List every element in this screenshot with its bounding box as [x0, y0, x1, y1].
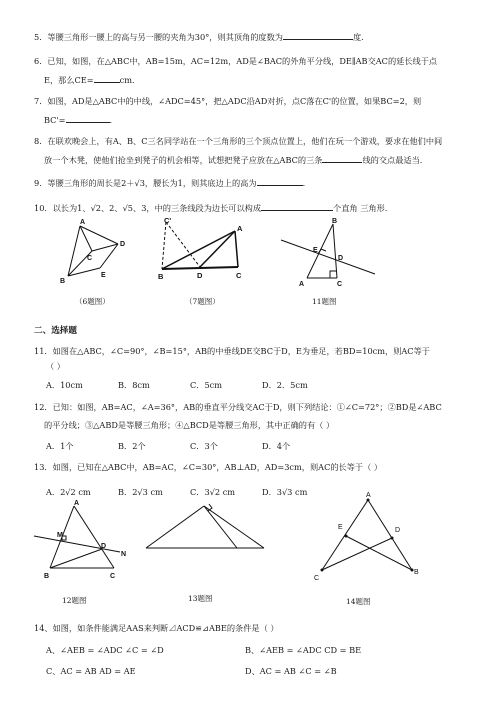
point-label-b: B [158, 272, 164, 281]
segment-ab [162, 231, 235, 269]
option-a: A．1个 [46, 441, 74, 451]
point-label-e: E [338, 524, 343, 531]
question-5: 5．等腰三角形一腰上的高与另一腰的夹角为30°，则其顶角的度数为 度. [34, 32, 364, 42]
question-8-line1: 8．在联欢晚会上，有A、B、C三名同学站在一个三角形的三个顶点位置上，他们在玩一个游戏，要求在他们中间 [34, 136, 443, 146]
figure-13 [142, 498, 272, 560]
figure-14-caption: 14题图 [346, 597, 371, 606]
figure-7-caption: （7题图） [185, 297, 220, 306]
question-14-line1: 14、如图，如条件能满足AAS来判断⊿ACD≌⊿ABE的条件是（ ） [34, 623, 279, 633]
segment-ac [235, 231, 238, 267]
option-b: B、∠AEB = ∠ADC CD = BE [245, 645, 362, 655]
bisector-line [281, 240, 375, 274]
option-d: D．4个 [262, 441, 291, 451]
question-11-paren: （ ） [46, 361, 65, 371]
question-12-line2: 的平分线；③△ABD是等腰三角形；④△BCD是等腰三角形，其中正确的有（ ） [44, 420, 335, 430]
answer-blank [283, 31, 353, 40]
point-e [345, 535, 348, 538]
option-c: C、AC = AB AD = AE [46, 666, 136, 676]
question-11-line1: 11．如图在△ABC，∠C=90°，∠B=15°，AB的中垂线DE交BC于D，E为垂足，若BD=10cm，则AC等于 [34, 346, 430, 356]
point-label-c: C [314, 575, 320, 582]
option-d: D、AC = AB ∠C = ∠B [245, 666, 337, 676]
point-label-cprime: C' [164, 217, 172, 225]
question-8-line2: 放一个木凳，使他们抢坐到凳子的机会相等，试想把凳子应放在△ABC的三条 线的交点最适当. [44, 155, 423, 165]
segment-bc [162, 267, 238, 269]
section-heading: 二、选择题 [34, 326, 77, 336]
segment-bd [50, 549, 102, 568]
answer-blank [257, 177, 303, 186]
figure-6-caption: （6题图） [75, 297, 110, 306]
question-13-line1: 13．如图，已知在△ABC中，AB=AC，∠C=30°，AB⊥AD，AD=3cm，则AC的长等于（ ） [34, 462, 383, 472]
point-label-c: C [236, 271, 242, 280]
figure-13-caption: 13题图 [188, 594, 213, 603]
option-a: A．10cm [46, 380, 83, 390]
point-label-b: B [60, 278, 66, 285]
question-7-line1: 7．如图，AD是△ABC中的中线，∠ADC=45°，把△ADC沿AD对折，点C落在C'的位置，如果BC=2，则 [34, 96, 422, 106]
point-label-d: D [395, 527, 401, 534]
answer-blank [66, 114, 110, 123]
segment [80, 226, 92, 251]
point-label-c: C [337, 281, 343, 288]
figure-6 [60, 218, 135, 290]
question-9: 9．等腰三角形的周长是2＋√3，腰长为1，则其底边上的高为 . [34, 178, 306, 188]
segment [68, 268, 100, 276]
figure-7 [150, 217, 250, 292]
answer-blank [94, 74, 120, 83]
point-label-d: D [197, 271, 203, 280]
figure-11-caption: 11题图 [312, 297, 337, 306]
point-label-a: A [74, 500, 80, 507]
answer-blank [261, 202, 333, 211]
segment [68, 226, 80, 276]
answer-blank [322, 154, 362, 163]
point-label-a: A [80, 219, 86, 226]
segment-ac [74, 506, 114, 568]
segment-ab [146, 506, 204, 548]
option-c: C．3个 [190, 441, 218, 451]
question-10: 10．以长为1、√2、2、√5、3，中的三条线段为边长可以构成 个直角 三角形. [34, 203, 388, 213]
option-a: A、∠AEB = ∠ADC ∠C = ∠D [46, 645, 164, 655]
point-label-a: A [237, 224, 243, 233]
segment-bc [333, 224, 337, 278]
point-label-b: B [332, 218, 338, 225]
question-7-line2: BC'= . [44, 115, 113, 125]
option-b: B．2个 [118, 441, 146, 451]
fold-line [166, 222, 200, 267]
right-angle-mark [330, 271, 337, 278]
option-c: C．5cm [190, 380, 223, 390]
figure-12 [30, 500, 140, 586]
point-d [391, 537, 394, 540]
point-label-b: B [44, 573, 50, 580]
segment-ad [200, 231, 235, 267]
question-6-line1: 6．已知，如图，在△ABC中，AB=15m，AC=12m，AD是∠BAC的外角平分线，DE∥AB交AC的延长线于点 [34, 56, 438, 66]
perpendicular-bisector [34, 536, 120, 552]
point-label-d: D [101, 543, 107, 550]
segment-ad [204, 506, 237, 548]
question-12-line1: 12．已知：如图，AB=AC，∠A=36°，AB的垂直平分线交AC于D，则下列结论：①∠C=72°；②BD是∠ABC [34, 402, 442, 412]
point-label-b: B [414, 569, 419, 576]
question-6-line2: E，那么CE= cm. [44, 75, 135, 85]
fold-line [162, 222, 166, 269]
point-label-d: D [120, 241, 126, 248]
point-c [321, 569, 324, 572]
option-a: A．2√2 cm [46, 487, 91, 497]
option-c: C．3√2 cm [190, 487, 236, 497]
point-label-a: A [366, 492, 371, 499]
option-b: B．2√3 cm [118, 487, 163, 497]
segment-ab [368, 500, 412, 570]
point-label-n: N [121, 551, 127, 558]
point-label-e: E [313, 247, 318, 254]
point-label-c: C [87, 255, 93, 262]
segment [80, 226, 118, 244]
figure-11 [275, 218, 385, 293]
segment [100, 244, 118, 268]
point-label-a: A [299, 281, 305, 288]
option-d: D．3√3 cm [262, 487, 308, 497]
option-b: B．8cm [118, 380, 150, 390]
point-label-d: D [338, 255, 344, 262]
figure-12-caption: 12题图 [62, 596, 87, 605]
option-d: D．2．5cm [262, 380, 308, 390]
segment-ac [204, 506, 264, 548]
figure-14 [308, 492, 428, 588]
point-label-m: M [57, 532, 63, 539]
segment-be [346, 536, 412, 570]
point-label-c: C [110, 573, 116, 580]
point-label-e: E [101, 272, 106, 279]
right-angle-mark [208, 504, 212, 511]
